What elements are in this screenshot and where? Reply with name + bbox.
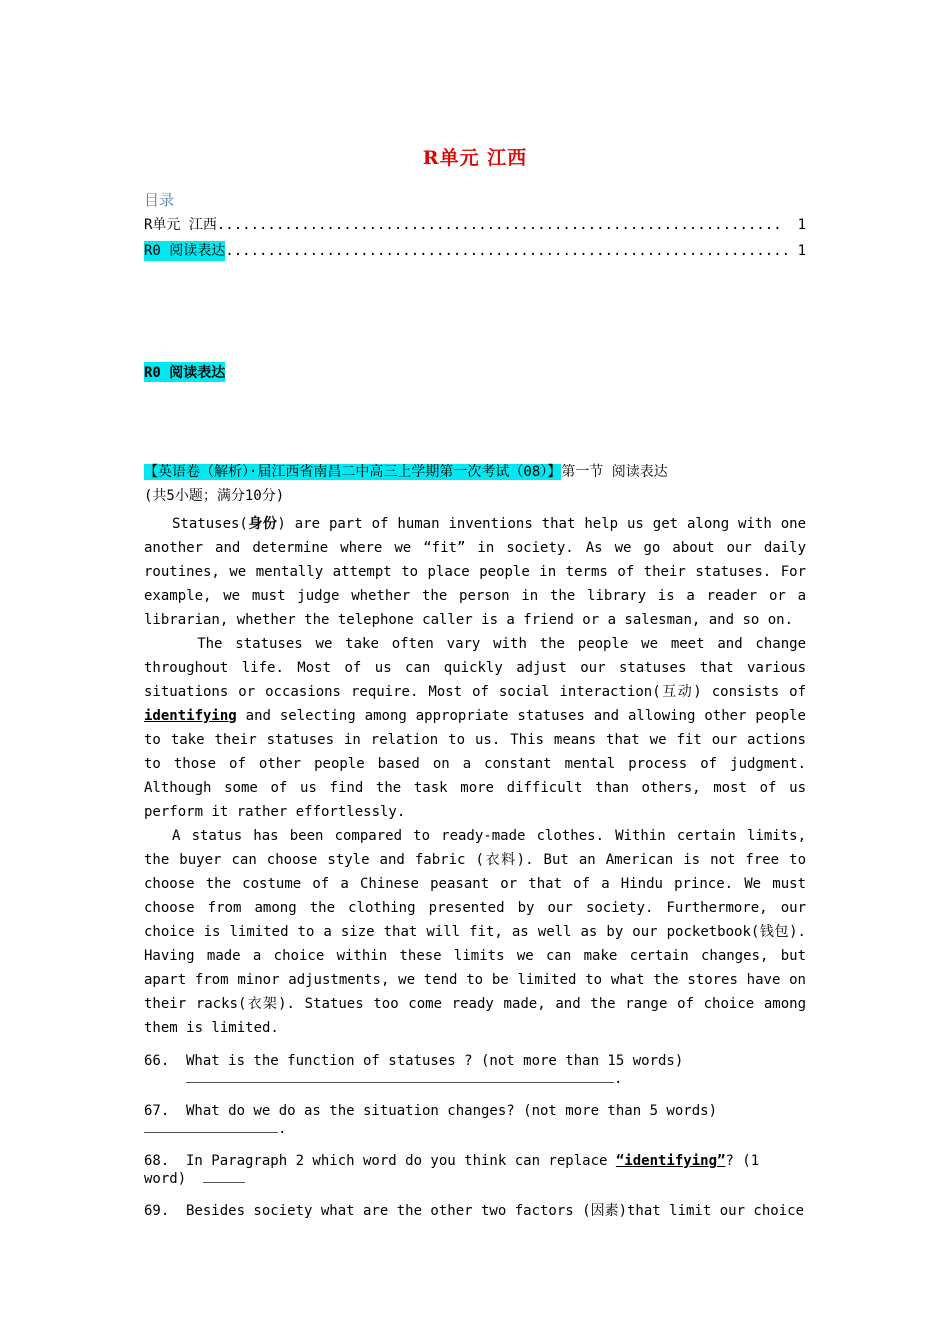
paragraph-1 <box>144 512 806 632</box>
question-text: In Paragraph 2 which word do you think can replace <box>186 1153 608 1169</box>
section-heading: R0 阅读表达 <box>144 362 225 382</box>
paragraph-text: ) are part of human inventions that help us get along with one another and determine where we “fit” in society. As we go about our daily routines, we mentally attempt to place people in terms of their statuses. For example, we must judge whether the person in the library is a reader or a librarian, whether the telephone caller is a friend or a salesman, and so on. <box>144 516 806 628</box>
toc-leader-dots: ................................................................... <box>216 217 782 233</box>
source-bracket: 【英语卷（解析）·届江西省南昌二中高三上学期第一次考试（08）】 <box>144 464 562 480</box>
toc-page-number: 1 <box>797 243 806 259</box>
toc-page-number: 1 <box>797 217 806 233</box>
question-69 <box>144 1202 806 1220</box>
blank-end: . <box>278 1121 287 1137</box>
answer-blank[interactable] <box>203 1170 245 1183</box>
question-number: 67. <box>144 1103 170 1119</box>
reading-passage <box>144 512 806 1040</box>
question-text: Besides society what are the other two factors (因素)that limit our choice <box>186 1203 805 1219</box>
question-67 <box>144 1102 806 1138</box>
paragraph-text: and selecting among appropriate statuses and allowing other people to take their statuses in relation to us. This means that we fit our actions to those of other people based on a constant mental process of judgment. Although some of us find the task more difficult than others, most of us perform it rather effortlessly. <box>144 708 806 820</box>
question-66 <box>144 1052 806 1088</box>
toc-entry-r0[interactable] <box>144 241 806 261</box>
toc-entry-label: R单元 江西 <box>144 217 217 233</box>
question-68 <box>144 1152 806 1188</box>
source-tail: 第一节 阅读表达 <box>561 464 668 480</box>
question-text: What do we do as the situation changes? (not more than 5 words) <box>186 1103 718 1119</box>
source-line <box>144 460 806 508</box>
toc-leader-dots: ................................................................... <box>225 243 791 259</box>
question-number: 66. <box>144 1053 170 1069</box>
answer-blank[interactable] <box>186 1070 614 1083</box>
question-text: word) <box>144 1171 187 1187</box>
answer-blank[interactable] <box>144 1120 278 1133</box>
question-number: 68. <box>144 1153 170 1169</box>
question-number: 69. <box>144 1203 170 1219</box>
paragraph-text: Statuses( <box>172 516 248 532</box>
question-keyword: “identifying” <box>615 1153 726 1169</box>
blank-end: . <box>614 1071 623 1087</box>
toc-entry-label: R0 阅读表达 <box>144 243 226 259</box>
toc-heading: 目录 <box>144 191 175 209</box>
document-title: R单元 江西 <box>422 147 528 169</box>
paragraph-2 <box>144 632 806 824</box>
keyword-identifying: identifying <box>144 708 237 724</box>
toc-entry-unit[interactable] <box>144 215 806 235</box>
source-sub: (共5小题；满分10分) <box>144 488 285 504</box>
question-text: What is the function of statuses ? (not more than 15 words) <box>186 1053 684 1069</box>
paragraph-3: A status has been compared to ready-made clothes. Within certain limits, the buyer can choose style and fabric (衣料). But an American is not free to choose the costume of a Chinese peasant or that of a Hindu prince. We must choose from among the clothing presented by our society. Furthermore, our choice is limited to a size that will fit, as well as by our pocketbook(钱包). Having made a choice within these limits we can make certain changes, but apart from minor adjustments, we tend to be limited to what the stores have on their racks(衣架). Statues too come ready made, and the range of choice among them is limited. <box>144 828 806 1036</box>
paragraph-text: The statuses we take often vary with the people we meet and change throughout life. Most of us can quickly adjust our statuses that various situations or occasions require. Most of social interaction(互动) consists of <box>144 636 806 700</box>
keyword: 身份 <box>247 516 278 532</box>
question-text: ? (1 <box>725 1153 760 1169</box>
